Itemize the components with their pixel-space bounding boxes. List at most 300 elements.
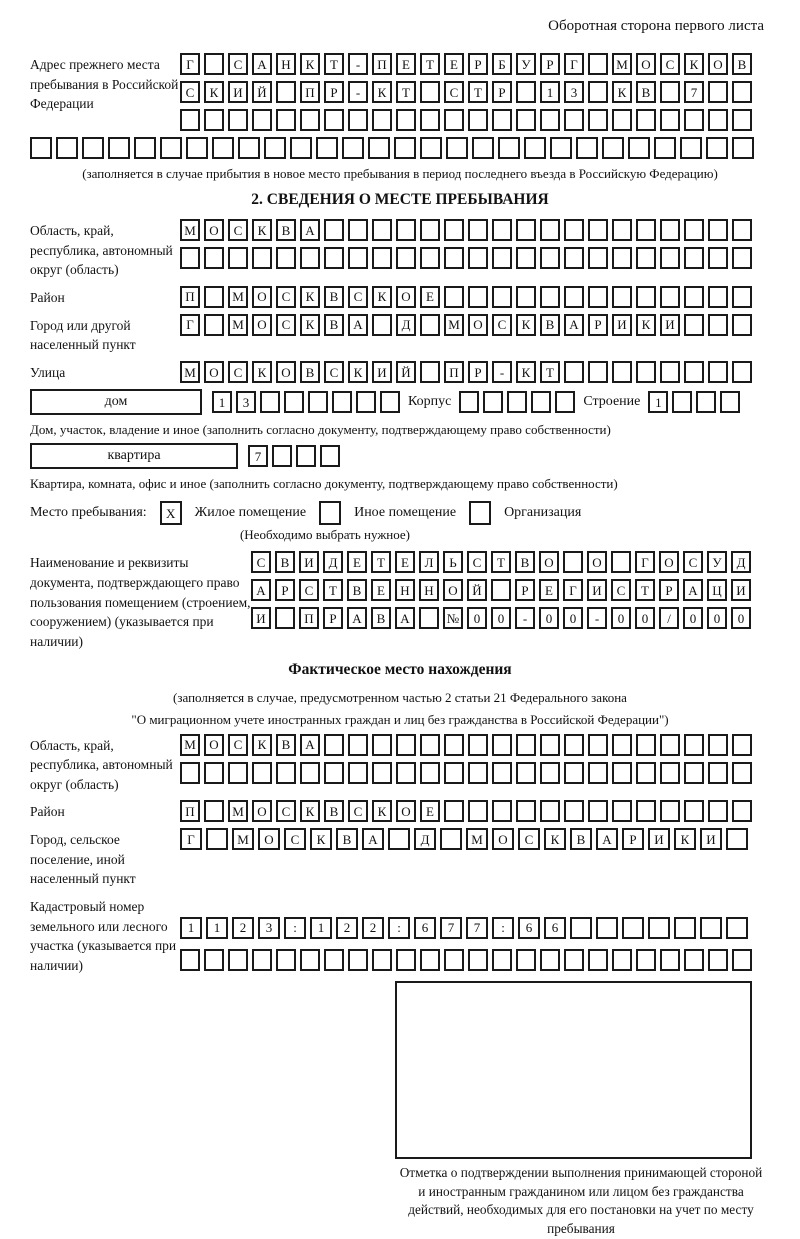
char-cell[interactable] [732,734,752,756]
char-cell[interactable] [348,949,368,971]
char-cell[interactable] [636,286,656,308]
char-cell[interactable]: П [300,81,320,103]
char-cell[interactable] [444,762,464,784]
char-cell[interactable]: Р [622,828,644,850]
char-cell[interactable]: А [362,828,384,850]
char-cell[interactable]: И [228,81,248,103]
char-cell[interactable]: К [372,286,392,308]
char-cell[interactable] [468,109,488,131]
char-cell[interactable]: - [348,53,368,75]
char-cell[interactable] [444,734,464,756]
char-cell[interactable]: 1 [212,391,232,413]
char-cell[interactable] [420,109,440,131]
char-cell[interactable] [228,949,248,971]
char-cell[interactable] [444,949,464,971]
char-cell[interactable] [516,109,536,131]
char-cell[interactable] [684,762,704,784]
char-cell[interactable]: Р [515,579,535,601]
char-cell[interactable]: 1 [310,917,332,939]
char-cell[interactable] [564,361,584,383]
char-cell[interactable]: Г [180,314,200,336]
char-cell[interactable] [588,286,608,308]
char-cell[interactable] [540,949,560,971]
char-cell[interactable] [160,137,182,159]
char-cell[interactable] [611,551,631,573]
char-cell[interactable]: Н [395,579,415,601]
char-cell[interactable]: К [516,361,536,383]
char-cell[interactable] [732,219,752,241]
char-cell[interactable] [483,391,503,413]
char-cell[interactable] [252,762,272,784]
char-cell[interactable] [468,219,488,241]
char-cell[interactable] [588,800,608,822]
char-cell[interactable]: А [251,579,271,601]
char-cell[interactable] [372,219,392,241]
char-cell[interactable]: Е [444,53,464,75]
char-cell[interactable]: Ц [707,579,727,601]
char-cell[interactable]: С [228,361,248,383]
char-cell[interactable] [324,949,344,971]
char-cell[interactable] [372,949,392,971]
char-cell[interactable] [204,800,224,822]
char-cell[interactable]: Т [324,53,344,75]
char-cell[interactable] [564,949,584,971]
char-cell[interactable]: С [348,800,368,822]
char-cell[interactable]: А [300,734,320,756]
char-cell[interactable]: К [544,828,566,850]
char-cell[interactable]: П [372,53,392,75]
char-cell[interactable]: Р [540,53,560,75]
char-cell[interactable]: В [540,314,560,336]
char-cell[interactable]: О [276,361,296,383]
char-cell[interactable] [372,314,392,336]
char-cell[interactable] [356,391,376,413]
char-cell[interactable]: - [515,607,535,629]
char-cell[interactable] [468,949,488,971]
char-cell[interactable] [492,762,512,784]
char-cell[interactable]: Т [420,53,440,75]
char-cell[interactable] [492,800,512,822]
char-cell[interactable] [648,917,670,939]
char-cell[interactable] [708,734,728,756]
char-cell[interactable] [540,219,560,241]
char-cell[interactable] [700,917,722,939]
char-cell[interactable]: Т [635,579,655,601]
char-cell[interactable] [228,109,248,131]
char-cell[interactable]: Р [468,361,488,383]
char-cell[interactable]: Е [420,286,440,308]
char-cell[interactable]: И [660,314,680,336]
char-cell[interactable] [720,391,740,413]
char-cell[interactable]: Д [396,314,416,336]
char-cell[interactable]: 2 [362,917,384,939]
char-cell[interactable] [684,949,704,971]
char-cell[interactable] [588,81,608,103]
char-cell[interactable]: Г [635,551,655,573]
char-cell[interactable] [296,445,316,467]
char-cell[interactable]: О [539,551,559,573]
char-cell[interactable]: А [348,314,368,336]
char-cell[interactable] [636,361,656,383]
char-cell[interactable] [420,949,440,971]
char-cell[interactable]: Р [468,53,488,75]
char-cell[interactable] [420,137,442,159]
char-cell[interactable]: С [180,81,200,103]
char-cell[interactable] [732,286,752,308]
char-cell[interactable] [612,247,632,269]
char-cell[interactable]: 0 [491,607,511,629]
char-cell[interactable]: 6 [518,917,540,939]
char-cell[interactable] [264,137,286,159]
char-cell[interactable]: 2 [336,917,358,939]
char-cell[interactable] [348,109,368,131]
char-cell[interactable] [420,762,440,784]
char-cell[interactable]: О [443,579,463,601]
char-cell[interactable] [684,314,704,336]
char-cell[interactable] [204,286,224,308]
char-cell[interactable]: Т [491,551,511,573]
char-cell[interactable]: И [612,314,632,336]
char-cell[interactable] [708,109,728,131]
char-cell[interactable]: И [731,579,751,601]
char-cell[interactable]: О [204,734,224,756]
char-cell[interactable]: П [444,361,464,383]
char-cell[interactable]: Н [419,579,439,601]
char-cell[interactable] [394,137,416,159]
char-cell[interactable]: В [732,53,752,75]
char-cell[interactable]: 3 [236,391,256,413]
char-cell[interactable]: 3 [258,917,280,939]
char-cell[interactable]: М [180,219,200,241]
char-cell[interactable] [564,286,584,308]
char-cell[interactable] [444,109,464,131]
char-cell[interactable] [588,762,608,784]
char-cell[interactable] [272,445,292,467]
char-cell[interactable]: В [324,800,344,822]
char-cell[interactable] [684,219,704,241]
char-cell[interactable]: М [466,828,488,850]
char-cell[interactable] [468,247,488,269]
char-cell[interactable] [134,137,156,159]
char-cell[interactable] [636,219,656,241]
char-cell[interactable] [588,53,608,75]
char-cell[interactable]: - [492,361,512,383]
char-cell[interactable]: С [324,361,344,383]
char-cell[interactable] [372,109,392,131]
char-cell[interactable]: Р [324,81,344,103]
char-cell[interactable] [628,137,650,159]
char-cell[interactable]: Д [323,551,343,573]
char-cell[interactable]: Р [588,314,608,336]
char-cell[interactable] [372,734,392,756]
char-cell[interactable]: М [228,286,248,308]
char-cell[interactable] [660,81,680,103]
char-cell[interactable] [204,949,224,971]
char-cell[interactable]: К [372,800,392,822]
char-cell[interactable]: К [252,219,272,241]
char-cell[interactable]: П [180,286,200,308]
char-cell[interactable]: 7 [248,445,268,467]
char-cell[interactable] [588,734,608,756]
char-cell[interactable]: О [659,551,679,573]
char-cell[interactable] [440,828,462,850]
char-cell[interactable] [622,917,644,939]
char-cell[interactable] [320,445,340,467]
char-cell[interactable] [564,762,584,784]
char-cell[interactable]: О [252,286,272,308]
char-cell[interactable]: № [443,607,463,629]
char-cell[interactable] [612,219,632,241]
char-cell[interactable]: В [636,81,656,103]
char-cell[interactable] [420,219,440,241]
char-cell[interactable]: М [180,361,200,383]
char-cell[interactable]: М [180,734,200,756]
char-cell[interactable] [332,391,352,413]
char-cell[interactable]: К [300,286,320,308]
char-cell[interactable] [316,137,338,159]
char-cell[interactable] [472,137,494,159]
char-cell[interactable]: М [228,800,248,822]
char-cell[interactable]: 7 [440,917,462,939]
char-cell[interactable] [276,247,296,269]
char-cell[interactable] [492,247,512,269]
char-cell[interactable]: В [276,734,296,756]
char-cell[interactable] [186,137,208,159]
char-cell[interactable] [516,800,536,822]
char-cell[interactable]: 7 [466,917,488,939]
char-cell[interactable]: Р [492,81,512,103]
char-cell[interactable] [708,247,728,269]
char-cell[interactable] [324,247,344,269]
char-cell[interactable] [204,762,224,784]
char-cell[interactable] [204,247,224,269]
char-cell[interactable]: В [515,551,535,573]
char-cell[interactable] [708,361,728,383]
char-cell[interactable] [596,917,618,939]
char-cell[interactable]: О [252,314,272,336]
char-cell[interactable] [396,247,416,269]
char-cell[interactable]: Й [396,361,416,383]
char-cell[interactable] [654,137,676,159]
char-cell[interactable] [660,949,680,971]
char-cell[interactable]: - [587,607,607,629]
char-cell[interactable] [204,53,224,75]
char-cell[interactable]: Р [659,579,679,601]
char-cell[interactable]: : [284,917,306,939]
char-cell[interactable]: С [492,314,512,336]
char-cell[interactable]: Д [731,551,751,573]
char-cell[interactable] [228,247,248,269]
char-cell[interactable]: М [228,314,248,336]
char-cell[interactable]: 1 [540,81,560,103]
char-cell[interactable]: А [395,607,415,629]
char-cell[interactable]: П [180,800,200,822]
char-cell[interactable]: С [276,314,296,336]
char-cell[interactable] [684,361,704,383]
char-cell[interactable]: 2 [232,917,254,939]
char-cell[interactable]: С [299,579,319,601]
char-cell[interactable] [348,219,368,241]
char-cell[interactable] [540,109,560,131]
char-cell[interactable]: Б [492,53,512,75]
char-cell[interactable] [284,391,304,413]
char-cell[interactable] [708,219,728,241]
char-cell[interactable]: В [324,286,344,308]
char-cell[interactable]: О [252,800,272,822]
char-cell[interactable]: К [636,314,656,336]
char-cell[interactable] [275,607,295,629]
char-cell[interactable]: Т [371,551,391,573]
char-cell[interactable] [206,828,228,850]
char-cell[interactable] [588,949,608,971]
char-cell[interactable]: И [299,551,319,573]
char-cell[interactable] [419,607,439,629]
char-cell[interactable]: 1 [180,917,202,939]
char-cell[interactable] [726,828,748,850]
char-cell[interactable]: И [251,607,271,629]
char-cell[interactable] [212,137,234,159]
char-cell[interactable] [612,109,632,131]
char-cell[interactable]: О [204,361,224,383]
char-cell[interactable] [252,247,272,269]
char-cell[interactable]: Ь [443,551,463,573]
char-cell[interactable] [732,247,752,269]
char-cell[interactable] [732,361,752,383]
char-cell[interactable] [300,247,320,269]
char-cell[interactable]: Р [323,607,343,629]
char-cell[interactable] [696,391,716,413]
char-cell[interactable]: С [444,81,464,103]
char-cell[interactable] [260,391,280,413]
char-cell[interactable]: Т [540,361,560,383]
char-cell[interactable]: А [300,219,320,241]
char-cell[interactable] [420,361,440,383]
char-cell[interactable]: В [276,219,296,241]
char-cell[interactable]: В [300,361,320,383]
char-cell[interactable] [636,109,656,131]
char-cell[interactable] [342,137,364,159]
char-cell[interactable]: К [300,53,320,75]
char-cell[interactable] [30,137,52,159]
char-cell[interactable] [396,734,416,756]
char-cell[interactable]: 0 [539,607,559,629]
checkbox-cell[interactable] [469,501,491,525]
char-cell[interactable] [576,137,598,159]
char-cell[interactable] [444,219,464,241]
char-cell[interactable] [524,137,546,159]
char-cell[interactable] [660,109,680,131]
char-cell[interactable]: К [300,800,320,822]
char-cell[interactable]: 0 [611,607,631,629]
char-cell[interactable] [276,949,296,971]
char-cell[interactable]: С [284,828,306,850]
char-cell[interactable]: Л [419,551,439,573]
char-cell[interactable]: 6 [544,917,566,939]
char-cell[interactable] [252,949,272,971]
char-cell[interactable] [204,314,224,336]
char-cell[interactable]: А [683,579,703,601]
char-cell[interactable] [420,247,440,269]
char-cell[interactable]: Е [347,551,367,573]
char-cell[interactable] [507,391,527,413]
char-cell[interactable] [564,109,584,131]
char-cell[interactable] [516,762,536,784]
char-cell[interactable]: И [372,361,392,383]
char-cell[interactable]: О [587,551,607,573]
char-cell[interactable]: О [492,828,514,850]
char-cell[interactable] [684,734,704,756]
char-cell[interactable]: В [570,828,592,850]
char-cell[interactable] [564,219,584,241]
char-cell[interactable] [660,219,680,241]
char-cell[interactable] [588,219,608,241]
char-cell[interactable]: О [396,800,416,822]
checkbox-cell[interactable]: X [160,501,182,525]
char-cell[interactable] [492,949,512,971]
char-cell[interactable]: О [468,314,488,336]
char-cell[interactable]: 0 [467,607,487,629]
char-cell[interactable]: Р [275,579,295,601]
char-cell[interactable] [636,762,656,784]
char-cell[interactable] [588,361,608,383]
char-cell[interactable] [684,109,704,131]
char-cell[interactable]: К [684,53,704,75]
char-cell[interactable] [612,734,632,756]
char-cell[interactable] [636,247,656,269]
char-cell[interactable]: К [348,361,368,383]
char-cell[interactable]: Е [395,551,415,573]
char-cell[interactable] [732,762,752,784]
char-cell[interactable]: В [347,579,367,601]
char-cell[interactable] [516,81,536,103]
char-cell[interactable]: К [300,314,320,336]
char-cell[interactable]: О [708,53,728,75]
char-cell[interactable] [612,949,632,971]
char-cell[interactable] [516,219,536,241]
char-cell[interactable] [180,762,200,784]
char-cell[interactable] [588,247,608,269]
char-cell[interactable]: - [348,81,368,103]
char-cell[interactable] [732,137,754,159]
char-cell[interactable] [516,247,536,269]
char-cell[interactable]: И [700,828,722,850]
char-cell[interactable]: О [396,286,416,308]
char-cell[interactable] [516,949,536,971]
char-cell[interactable] [684,286,704,308]
char-cell[interactable] [492,734,512,756]
char-cell[interactable] [708,286,728,308]
char-cell[interactable] [732,800,752,822]
char-cell[interactable]: Г [563,579,583,601]
char-cell[interactable] [324,762,344,784]
char-cell[interactable]: К [372,81,392,103]
char-cell[interactable] [684,800,704,822]
char-cell[interactable] [300,762,320,784]
char-cell[interactable]: 0 [707,607,727,629]
char-cell[interactable]: А [596,828,618,850]
char-cell[interactable]: 6 [414,917,436,939]
char-cell[interactable] [468,286,488,308]
char-cell[interactable] [290,137,312,159]
char-cell[interactable] [570,917,592,939]
char-cell[interactable] [348,247,368,269]
char-cell[interactable]: К [674,828,696,850]
char-cell[interactable] [540,247,560,269]
char-cell[interactable] [492,286,512,308]
char-cell[interactable] [56,137,78,159]
char-cell[interactable] [540,286,560,308]
char-cell[interactable]: Д [414,828,436,850]
